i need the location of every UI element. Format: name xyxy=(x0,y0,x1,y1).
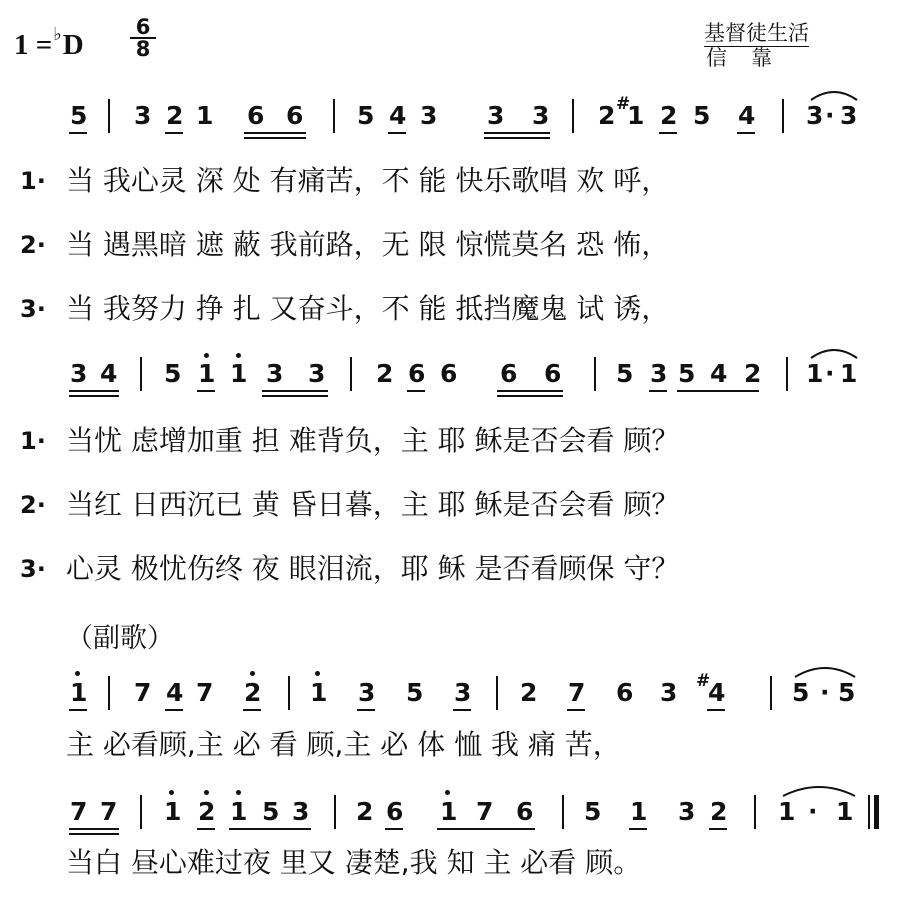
octave-dot xyxy=(169,790,174,795)
bar-line xyxy=(288,676,290,710)
dot: · xyxy=(825,359,835,388)
note: 3 xyxy=(840,101,858,130)
note: 6 xyxy=(516,797,534,826)
note: 3 xyxy=(420,101,438,130)
octave-dot xyxy=(250,671,255,676)
underline xyxy=(69,833,119,835)
final-bar-line-thin xyxy=(868,795,870,829)
dot: · xyxy=(825,101,835,130)
time-signature-bottom: 8 xyxy=(135,37,151,61)
octave-dot xyxy=(236,353,241,358)
key-signature: 1 =♭D xyxy=(14,24,84,61)
underline xyxy=(709,828,727,830)
bar-line xyxy=(108,676,110,710)
note: 3 xyxy=(134,101,152,130)
note: 2 xyxy=(598,101,616,130)
note: 7 xyxy=(100,797,118,826)
time-signature xyxy=(130,17,156,59)
note: 6 xyxy=(500,359,518,388)
note: 6 xyxy=(247,101,265,130)
note: 5 xyxy=(262,797,280,826)
octave-dot xyxy=(204,353,209,358)
note: 6 xyxy=(544,359,562,388)
underline xyxy=(262,395,328,397)
bar-line xyxy=(334,795,336,829)
note: 2 xyxy=(520,678,538,707)
note: 5 xyxy=(357,101,375,130)
note: 3 xyxy=(678,797,696,826)
note: 2 xyxy=(244,678,262,707)
verse-number: 2· xyxy=(20,231,46,259)
note: 3 xyxy=(358,678,376,707)
note: 3 xyxy=(660,678,678,707)
note: 2 xyxy=(356,797,374,826)
underline xyxy=(229,828,311,830)
underline xyxy=(484,137,550,139)
underline xyxy=(69,709,87,711)
note: 4 xyxy=(738,101,756,130)
source-subtitle: 信靠 xyxy=(706,46,796,70)
underline xyxy=(497,390,563,392)
underline xyxy=(197,828,215,830)
underline xyxy=(69,828,119,830)
tie-arc xyxy=(808,86,860,102)
lyric-line: 心灵 极忧伤终 夜 眼泪流，耶 稣 是否看顾保 守？ xyxy=(66,552,680,585)
note: 1 xyxy=(836,797,854,826)
underline xyxy=(69,390,119,392)
note: 1 xyxy=(778,797,796,826)
note: 1 xyxy=(198,359,216,388)
underline xyxy=(357,709,375,711)
octave-dot xyxy=(204,790,209,795)
note: 2 xyxy=(166,101,184,130)
dot: · xyxy=(820,678,830,707)
underline xyxy=(69,132,87,134)
note: 1 xyxy=(230,797,248,826)
note: 5 xyxy=(838,678,856,707)
verse-number: 3· xyxy=(20,555,46,583)
note: 5 xyxy=(584,797,602,826)
octave-dot xyxy=(236,790,241,795)
time-signature-top: 6 xyxy=(130,17,156,39)
note: 1 xyxy=(440,797,458,826)
underline xyxy=(165,709,183,711)
note: 1 xyxy=(630,797,648,826)
note: 1 xyxy=(164,797,182,826)
note: 6 xyxy=(286,101,304,130)
bar-line xyxy=(108,99,110,133)
verse-number: 3· xyxy=(20,295,46,323)
note: 1 xyxy=(627,101,645,130)
bar-line xyxy=(496,676,498,710)
note: 3 xyxy=(806,101,824,130)
note: 4 xyxy=(389,101,407,130)
note: 1 xyxy=(196,101,214,130)
underline xyxy=(407,390,425,392)
bar-line xyxy=(140,795,142,829)
note: 4 xyxy=(100,359,118,388)
underline xyxy=(484,132,550,134)
note: 1 xyxy=(310,678,328,707)
note: 2 xyxy=(198,797,216,826)
underline xyxy=(197,390,215,392)
note: 3 xyxy=(454,678,472,707)
verse-number: 2· xyxy=(20,491,46,519)
note: 3 xyxy=(532,101,550,130)
note: 1 xyxy=(70,678,88,707)
underline xyxy=(677,390,759,392)
note: 1 xyxy=(806,359,824,388)
note: 5 xyxy=(693,101,711,130)
final-bar-line-thick xyxy=(874,795,879,829)
note: 3 xyxy=(650,359,668,388)
sharp-sign: # xyxy=(616,94,631,114)
sharp-sign: # xyxy=(696,671,711,691)
bar-line xyxy=(754,795,756,829)
bar-line xyxy=(140,357,142,391)
note: 4 xyxy=(166,678,184,707)
note: 3 xyxy=(308,359,326,388)
note: 7 xyxy=(70,797,88,826)
source-title: 基督徒生活 xyxy=(704,21,809,45)
note: 5 xyxy=(678,359,696,388)
underline xyxy=(737,132,755,134)
chorus-lyric-line: 当白 昼心难过夜 里又 凄楚,我 知 主 必看 顾。 xyxy=(66,846,642,879)
underline xyxy=(385,828,403,830)
bar-line xyxy=(770,676,772,710)
note: 6 xyxy=(440,359,458,388)
tie-arc xyxy=(808,344,860,360)
note: 5 xyxy=(164,359,182,388)
note: 7 xyxy=(476,797,494,826)
note: 3 xyxy=(292,797,310,826)
underline xyxy=(244,137,306,139)
lyric-line: 当 我心灵 深 处 有痛苦，不 能 快乐歌唱 欢 呼， xyxy=(66,164,670,197)
dot: · xyxy=(808,797,818,826)
underline xyxy=(497,395,563,397)
bar-line xyxy=(562,795,564,829)
lyric-line: 当红 日西沉已 黄 昏日暮，主 耶 稣是否会看 顾？ xyxy=(66,488,680,521)
bar-line xyxy=(786,357,788,391)
flat-sign: ♭ xyxy=(53,24,62,44)
tie-arc xyxy=(780,782,858,798)
verse-number: 1· xyxy=(20,167,46,195)
lyric-line: 当 我努力 挣 扎 又奋斗，不 能 抵挡魔鬼 试 诱， xyxy=(66,292,670,325)
note: 3 xyxy=(70,359,88,388)
note: 2 xyxy=(376,359,394,388)
octave-dot xyxy=(445,790,450,795)
underline xyxy=(453,709,471,711)
verse-number: 1· xyxy=(20,427,46,455)
underline xyxy=(243,709,261,711)
underline xyxy=(262,390,328,392)
note: 7 xyxy=(196,678,214,707)
note: 5 xyxy=(792,678,810,707)
underline xyxy=(437,828,535,830)
note: 1 xyxy=(840,359,858,388)
underline xyxy=(649,390,667,392)
underline xyxy=(567,709,585,711)
note: 6 xyxy=(616,678,634,707)
note: 1 xyxy=(230,359,248,388)
bar-line xyxy=(333,99,335,133)
underline xyxy=(388,132,406,134)
note: 5 xyxy=(406,678,424,707)
note: 7 xyxy=(134,678,152,707)
underline xyxy=(707,709,725,711)
bar-line xyxy=(350,357,352,391)
bar-line xyxy=(572,99,574,133)
note: 2 xyxy=(744,359,762,388)
octave-dot xyxy=(75,671,80,676)
underline xyxy=(165,132,183,134)
octave-dot xyxy=(315,671,320,676)
underline xyxy=(244,132,306,134)
bar-line xyxy=(782,99,784,133)
note: 4 xyxy=(708,678,726,707)
note: 3 xyxy=(266,359,284,388)
note: 3 xyxy=(487,101,505,130)
note: 4 xyxy=(710,359,728,388)
note: 6 xyxy=(408,359,426,388)
underline xyxy=(69,395,119,397)
chorus-label: （副歌） xyxy=(66,623,174,654)
note: 5 xyxy=(616,359,634,388)
chorus-lyric-line: 主 必看顾,主 必 看 顾,主 必 体 恤 我 痛 苦， xyxy=(66,728,621,761)
tie-arc xyxy=(792,663,858,679)
note: 6 xyxy=(386,797,404,826)
note: 7 xyxy=(568,678,586,707)
lyric-line: 当忧 虑增加重 担 难背负，主 耶 稣是否会看 顾？ xyxy=(66,424,680,457)
bar-line xyxy=(594,357,596,391)
note: 5 xyxy=(70,101,88,130)
lyric-line: 当 遇黑暗 遮 蔽 我前路，无 限 惊慌莫名 恐 怖， xyxy=(66,228,670,261)
source-attribution xyxy=(704,22,809,70)
note: 2 xyxy=(660,101,678,130)
underline xyxy=(659,132,677,134)
underline xyxy=(629,828,647,830)
note: 2 xyxy=(710,797,728,826)
